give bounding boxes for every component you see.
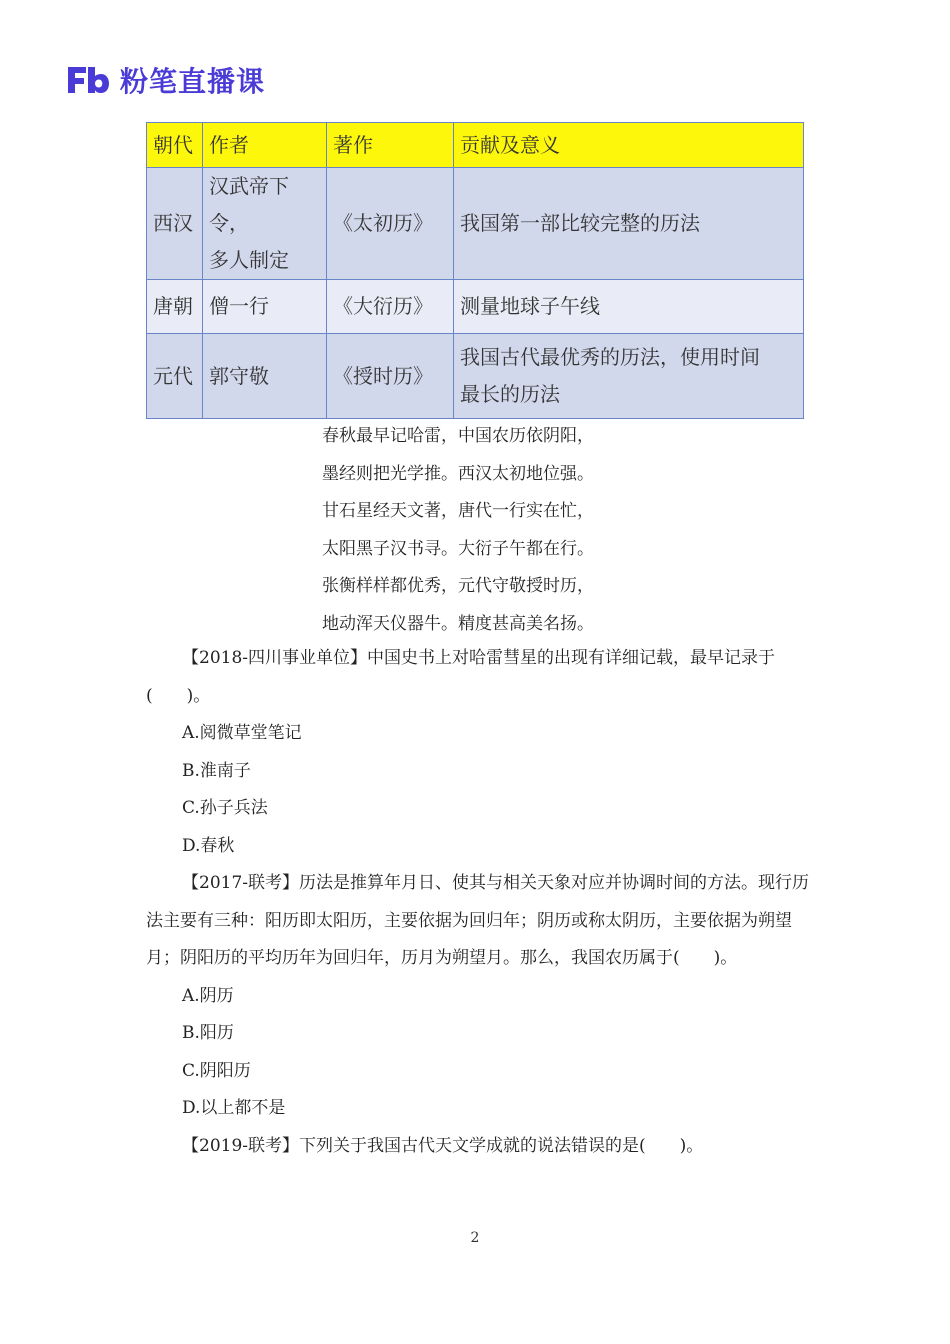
poem-line: 太阳黑子汉书寻。大衍子午都在行。 [322,538,594,559]
question-option: D.春秋 [182,835,235,856]
table-row [147,280,804,334]
poem-line: 墨经则把光学推。西汉太初地位强。 [322,463,594,484]
cell-work: 《大衍历》 [327,280,454,334]
questions-section [146,640,810,1165]
poem-line: 春秋最早记哈雷，中国农历依阴阳， [322,426,594,446]
header-author: 作者 [203,123,327,168]
fb-logo-icon [66,65,110,95]
question-option: B.阳历 [182,1023,234,1043]
cell-dynasty: 唐朝 [147,280,203,334]
cell-work: 《授时历》 [327,334,454,419]
question-option: A.阴历 [182,985,234,1006]
cell-contribution: 测量地球子午线 [454,280,804,334]
cell-author-line1: 汉武帝下令， [209,174,289,235]
cell-contribution-line1: 我国古代最优秀的历法，使用时间 [460,345,760,369]
question-stem: 【2019-联考】下列关于我国古代天文学成就的说法错误的是( )。 [182,1135,704,1156]
poem-line: 地动浑天仪器牛。精度甚高美名扬。 [322,613,594,634]
cell-contribution-line2: 最长的历法 [460,382,560,406]
calendar-table [146,122,804,419]
cell-contribution [454,334,804,419]
question-option: D.以上都不是 [182,1098,286,1118]
cell-contribution: 我国第一部比较完整的历法 [454,168,804,280]
cell-dynasty: 元代 [147,334,203,419]
table-header-row [147,123,804,168]
cell-author: 郭守敬 [203,334,327,419]
cell-author: 僧一行 [203,280,327,334]
poem-line: 张衡样样都优秀，元代守敬授时历， [322,576,594,596]
mnemonic-poem [322,418,594,643]
question-stem: 【2018-四川事业单位】中国史书上对哈雷彗星的出现有详细记载，最早记录于( )。 [146,648,776,706]
cell-author-line2: 多人制定 [209,248,289,272]
poem-line: 甘石星经天文著，唐代一行实在忙， [322,501,594,521]
question-option: C.阴阳历 [182,1060,251,1081]
cell-work: 《太初历》 [327,168,454,280]
question-option: B.淮南子 [182,760,251,781]
cell-author [203,168,327,280]
question-option: A.阅微草堂笔记 [182,723,302,743]
page-number: 2 [470,1230,480,1246]
question-option: C.孙子兵法 [182,798,268,818]
cell-dynasty: 西汉 [147,168,203,280]
question-stem: 【2017-联考】历法是推算年月日、使其与相关天象对应并协调时间的方法。现行历法主要有三种：阳历即太阳历，主要依据为回归年；阴历或称太阴历，主要依据为朔望月；阴阳历的平均历年为回归年，历月为朔望月。那么，我国农历属于( )。 [146,873,810,968]
header-dynasty: 朝代 [147,123,203,168]
logo-text: 粉笔直播课 [120,65,266,98]
table-row [147,334,804,419]
table-row [147,168,804,280]
header-contribution: 贡献及意义 [454,123,804,168]
brand-logo [66,62,265,98]
header-work: 著作 [327,123,454,168]
